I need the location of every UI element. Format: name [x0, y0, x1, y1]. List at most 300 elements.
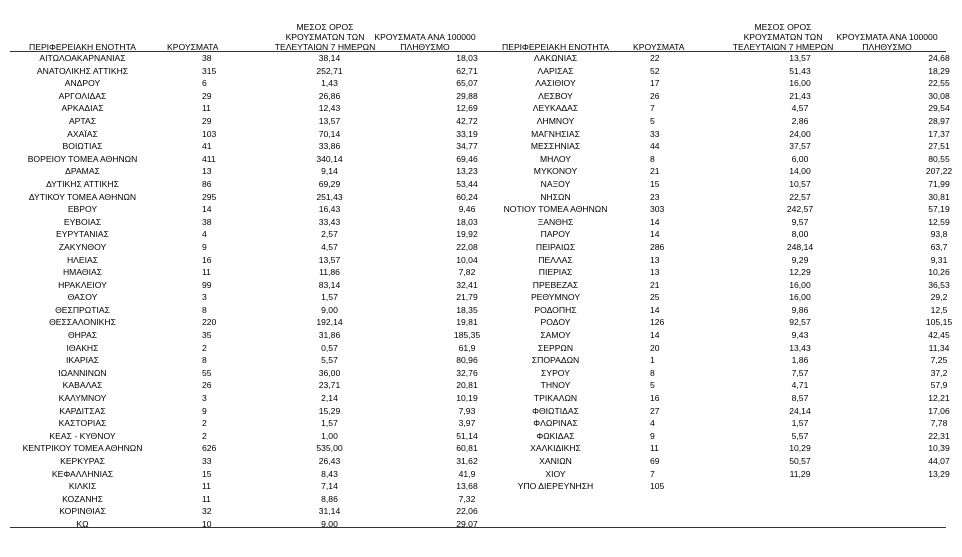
table-row [10, 367, 522, 380]
region-cell: ΦΩΚΙΔΑΣ [536, 430, 575, 441]
per100k-cell: 9,46 [458, 204, 476, 215]
avg7-cell: 5,57 [791, 430, 809, 441]
per100k-cell: 42,45 [928, 330, 950, 341]
cases-cell: 303 [650, 204, 665, 215]
per100k-cell: 11,34 [928, 342, 950, 353]
region-cell: ΝΟΤΙΟΥ ΤΟΜΕΑ ΑΘΗΝΩΝ [503, 204, 608, 215]
cases-cell: 1 [650, 355, 655, 366]
avg7-cell: 1,57 [321, 418, 338, 429]
table-row [10, 140, 522, 153]
region-cell: ΕΥΒΟΙΑΣ [63, 216, 102, 227]
table-row [483, 65, 962, 78]
region-cell: ΗΡΑΚΛΕΙΟΥ [58, 279, 107, 290]
header-per100k-line2: ΠΛΗΘΥΣΜΟ [400, 42, 450, 52]
table-row [483, 254, 962, 267]
region-cell: ΑΡΤΑΣ [68, 115, 97, 126]
cases-cell: 55 [202, 367, 212, 378]
region-cell: ΠΕΛΛΑΣ [538, 254, 573, 265]
table-row [10, 354, 522, 367]
region-cell: ΔΥΤΙΚΗΣ ΑΤΤΙΚΗΣ [46, 178, 119, 189]
cases-cell: 2 [202, 430, 207, 441]
table-row [483, 52, 962, 65]
avg7-cell: 36,00 [318, 367, 341, 378]
cases-cell: 315 [202, 65, 217, 76]
table-row [483, 115, 962, 128]
table-row [483, 367, 962, 380]
region-cell: ΧΑΝΙΩΝ [539, 456, 572, 466]
table-row [483, 128, 962, 141]
per100k-cell: 10,26 [928, 267, 950, 278]
region-cell: ΞΑΝΘΗΣ [537, 216, 574, 227]
per100k-cell: 28,97 [928, 115, 950, 126]
header-avg-line1: ΜΕΣΟΣ ΟΡΟΣ [754, 22, 812, 32]
cases-cell: 286 [650, 241, 665, 252]
cases-cell: 13 [650, 254, 660, 265]
cases-cell: 44 [650, 141, 660, 152]
table-row [483, 191, 962, 204]
avg7-cell: 7,14 [321, 481, 338, 492]
avg7-cell: 10,29 [789, 443, 811, 454]
cases-cell: 626 [202, 443, 217, 454]
avg7-cell: 21,43 [789, 90, 811, 101]
avg7-cell: 11,29 [789, 468, 811, 479]
region-cell: ΦΛΩΡΙΝΑΣ [533, 418, 578, 429]
region-cell: ΛΕΥΚΑΔΑΣ [532, 103, 579, 114]
table-row [10, 430, 522, 443]
per100k-cell: 22,55 [928, 78, 950, 89]
per100k-cell: 29,2 [930, 292, 948, 303]
per100k-cell: 80,55 [928, 153, 950, 164]
table-row [483, 468, 962, 481]
table-row [483, 77, 962, 90]
avg7-cell: 9,00 [321, 518, 338, 529]
avg7-cell: 50,57 [789, 456, 811, 466]
region-cell: ΛΑΚΩΝΙΑΣ [533, 53, 578, 63]
region-cell: ΠΕΙΡΑΙΩΣ [535, 241, 576, 252]
per100k-cell: 65,07 [456, 78, 478, 89]
cases-cell: 7 [650, 103, 655, 114]
per100k-cell: 7,25 [930, 355, 948, 366]
cases-cell: 69 [650, 456, 660, 466]
region-cell: ΙΩΑΝΝΙΝΩΝ [58, 367, 107, 378]
table-row [483, 379, 962, 392]
cases-cell: 14 [650, 216, 660, 227]
per100k-cell: 29,54 [928, 103, 950, 114]
region-cell: ΠΑΡΟΥ [540, 229, 571, 240]
avg7-cell: 22,57 [789, 191, 811, 202]
per100k-cell: 32,41 [456, 279, 478, 290]
avg7-cell: 5,57 [321, 355, 338, 366]
cases-cell: 105 [650, 481, 665, 492]
table-row [483, 392, 962, 405]
region-cell: ΥΠΟ ΔΙΕΡΕΥΝΗΣΗ [517, 481, 594, 492]
avg7-cell: 16,00 [789, 279, 811, 290]
per100k-cell: 71,99 [928, 178, 950, 189]
per100k-cell: 17,06 [928, 405, 950, 416]
cases-cell: 20 [650, 342, 660, 353]
per100k-cell: 13,68 [456, 481, 478, 492]
avg7-cell: 33,86 [318, 141, 341, 152]
per100k-cell: 57,9 [930, 380, 948, 391]
per100k-cell: 53,44 [456, 178, 478, 189]
table-row [10, 165, 522, 178]
per100k-cell: 10,39 [928, 443, 950, 454]
table-row [483, 140, 962, 153]
table-row [483, 354, 962, 367]
avg7-cell: 24,00 [789, 128, 811, 139]
region-cell: ΣΑΜΟΥ [540, 330, 571, 341]
left-header-cases [167, 12, 237, 52]
table-row [10, 102, 522, 115]
table-row [10, 442, 522, 455]
avg7-cell: 13,57 [318, 115, 341, 126]
region-cell: ΣΠΟΡΑΔΩΝ [531, 355, 580, 366]
avg7-cell: 15,29 [318, 405, 341, 416]
cases-cell: 38 [202, 53, 212, 63]
cases-cell: 9 [202, 405, 207, 416]
region-cell: ΑΝΑΤΟΛΙΚΗΣ ΑΤΤΙΚΗΣ [36, 65, 129, 76]
region-cell: ΙΘΑΚΗΣ [66, 342, 99, 353]
region-cell: ΑΡΚΑΔΙΑΣ [61, 103, 104, 114]
per100k-cell: 3,97 [458, 418, 476, 429]
avg7-cell: 24,14 [789, 405, 811, 416]
region-cell: ΝΑΞΟΥ [540, 178, 571, 189]
region-cell: ΒΟΙΩΤΙΑΣ [62, 141, 103, 152]
per100k-cell: 7,32 [458, 493, 476, 504]
cases-cell: 295 [202, 191, 217, 202]
avg7-cell: 9,29 [791, 254, 809, 265]
table-row [10, 455, 522, 468]
avg7-cell: 9,00 [321, 304, 338, 315]
table-row [483, 203, 962, 216]
table-row [483, 266, 962, 279]
table-row [483, 178, 962, 191]
table-row [483, 304, 962, 317]
cases-cell: 13 [650, 267, 660, 278]
region-cell: ΠΙΕΡΙΑΣ [538, 267, 573, 278]
region-cell: ΑΝΔΡΟΥ [64, 78, 101, 89]
region-cell: ΑΧΑΪΑΣ [67, 128, 98, 139]
region-cell: ΕΒΡΟΥ [67, 204, 98, 215]
per100k-cell: 7,78 [930, 418, 948, 429]
cases-cell: 3 [202, 393, 207, 404]
region-cell: ΤΗΝΟΥ [540, 380, 571, 391]
cases-cell: 14 [650, 229, 660, 240]
cases-cell: 16 [650, 393, 660, 404]
cases-cell: 14 [650, 304, 660, 315]
region-cell: ΡΟΔΟΥ [540, 317, 571, 328]
region-cell: ΔΡΑΜΑΣ [65, 166, 100, 177]
avg7-cell: 8,86 [321, 493, 338, 504]
table-row [10, 493, 522, 506]
table-row [10, 505, 522, 518]
per100k-cell: 22,06 [456, 506, 478, 517]
table-row [483, 405, 962, 418]
table-row [10, 417, 522, 430]
cases-cell: 9 [650, 430, 655, 441]
cases-cell: 8 [202, 355, 207, 366]
region-cell: ΚΕΑΣ - ΚΥΘΝΟΥ [49, 430, 116, 441]
table-row [483, 417, 962, 430]
per100k-cell: 10,19 [456, 393, 478, 404]
cases-cell: 11 [202, 103, 211, 114]
avg7-cell: 4,57 [791, 103, 809, 114]
table-row [483, 102, 962, 115]
cases-cell: 11 [202, 493, 211, 504]
cases-cell: 14 [202, 204, 212, 215]
avg7-cell: 7,57 [791, 367, 809, 378]
table-row [483, 430, 962, 443]
avg7-cell: 4,57 [321, 241, 338, 252]
avg7-cell: 37,57 [789, 141, 811, 152]
cases-cell: 32 [202, 506, 212, 517]
table-row [10, 90, 522, 103]
table-row [10, 304, 522, 317]
region-cell: ΦΘΙΩΤΙΔΑΣ [532, 405, 579, 416]
region-cell: ΗΛΕΙΑΣ [66, 254, 99, 265]
cases-cell: 5 [650, 115, 655, 126]
per100k-cell: 18,35 [456, 304, 478, 315]
header-avg-line3: ΤΕΛΕΥΤΑΙΩΝ 7 ΗΜΕΡΩΝ [274, 42, 376, 52]
region-cell: ΚΕΡΚΥΡΑΣ [60, 456, 105, 466]
table-row [10, 77, 522, 90]
avg7-cell: 6,00 [791, 153, 809, 164]
table-row [10, 228, 522, 241]
avg7-cell: 16,00 [789, 78, 811, 89]
header-avg-line1: ΜΕΣΟΣ ΟΡΟΣ [296, 22, 354, 32]
right-header-cases [633, 12, 703, 52]
per100k-cell: 30,08 [928, 90, 950, 101]
region-cell: ΑΙΤΩΛΟΑΚΑΡΝΑΝΙΑΣ [39, 53, 126, 63]
cases-cell: 26 [202, 380, 212, 391]
per100k-cell: 12,5 [930, 304, 948, 315]
avg7-cell: 1,86 [791, 355, 809, 366]
table-row [10, 216, 522, 229]
cases-cell: 2 [202, 342, 207, 353]
per100k-cell: 29,88 [456, 90, 478, 101]
per100k-cell: 37,2 [930, 367, 948, 378]
region-cell: ΣΕΡΡΩΝ [537, 342, 574, 353]
avg7-cell: 2,57 [321, 229, 338, 240]
region-cell: ΗΜΑΘΙΑΣ [62, 267, 103, 278]
header-avg-line2: ΚΡΟΥΣΜΑΤΩΝ ΤΩΝ [743, 32, 823, 42]
table-row [483, 241, 962, 254]
per100k-cell: 22,31 [928, 430, 950, 441]
table-row [10, 342, 522, 355]
region-cell: ΕΥΡΥΤΑΝΙΑΣ [56, 229, 109, 240]
region-cell: ΡΕΘΥΜΝΟΥ [530, 292, 581, 303]
avg7-cell: 2,14 [321, 393, 338, 404]
avg7-cell: 13,43 [789, 342, 811, 353]
table-row [10, 153, 522, 166]
cases-cell: 29 [202, 90, 212, 101]
cases-cell: 11 [202, 481, 211, 492]
table-row [10, 291, 522, 304]
table-row [10, 254, 522, 267]
avg7-cell: 1,57 [791, 418, 809, 429]
table-row [483, 329, 962, 342]
cases-cell: 15 [650, 178, 660, 189]
region-cell: ΧΑΛΚΙΔΙΚΗΣ [530, 443, 581, 454]
right-column [483, 52, 962, 493]
region-cell: ΘΑΣΟΥ [67, 292, 98, 303]
cases-cell: 220 [202, 317, 217, 328]
table-row [10, 468, 522, 481]
table-row [10, 115, 522, 128]
cases-cell: 17 [650, 78, 660, 89]
avg7-cell: 14,00 [789, 166, 811, 177]
table-row [10, 178, 522, 191]
avg7-cell: 12,43 [318, 103, 341, 114]
avg7-cell: 12,29 [789, 267, 811, 278]
avg7-cell: 31,14 [318, 506, 341, 517]
region-cell: ΚΕΝΤΡΙΚΟΥ ΤΟΜΕΑ ΑΘΗΝΩΝ [22, 443, 143, 454]
table-row [10, 279, 522, 292]
cases-cell: 4 [650, 418, 655, 429]
left-header-avg7 [270, 12, 380, 52]
avg7-cell: 1,43 [321, 78, 338, 89]
per100k-cell: 61,9 [458, 342, 476, 353]
header-avg-line3: ΤΕΛΕΥΤΑΙΩΝ 7 ΗΜΕΡΩΝ [732, 42, 834, 52]
region-cell: ΧΙΟΥ [545, 468, 566, 479]
region-cell: ΜΥΚΟΝΟΥ [533, 166, 578, 177]
table-row [483, 480, 962, 493]
table-row [483, 228, 962, 241]
avg7-cell: 8,57 [791, 393, 809, 404]
avg7-cell: 9,57 [791, 216, 809, 227]
region-cell: ΘΕΣΠΡΩΤΙΑΣ [55, 304, 110, 315]
avg7-cell: 83,14 [318, 279, 341, 290]
avg7-cell: 16,00 [789, 292, 811, 303]
cases-cell: 2 [202, 418, 207, 429]
table-row [10, 316, 522, 329]
avg7-cell: 92,57 [789, 317, 811, 328]
region-cell: ΛΕΣΒΟΥ [538, 90, 573, 101]
per100k-cell: 185,35 [453, 330, 481, 341]
cases-cell: 29 [202, 115, 212, 126]
per100k-cell: 19,92 [456, 229, 478, 240]
table-row [10, 405, 522, 418]
per100k-cell: 19,81 [456, 317, 478, 328]
avg7-cell: 26,86 [318, 90, 341, 101]
table-row [10, 203, 522, 216]
table-row [483, 153, 962, 166]
region-cell: ΑΡΓΟΛΙΔΑΣ [58, 90, 107, 101]
cases-cell: 11 [202, 267, 211, 278]
avg7-cell: 252,71 [316, 65, 343, 76]
per100k-cell: 12,69 [456, 103, 478, 114]
region-cell: ΚΩ [76, 518, 89, 529]
per100k-cell: 93,8 [930, 229, 948, 240]
cases-cell: 103 [202, 128, 217, 139]
table-row [483, 279, 962, 292]
avg7-cell: 33,43 [318, 216, 341, 227]
region-cell: ΜΑΓΝΗΣΙΑΣ [531, 128, 580, 139]
table-row [483, 90, 962, 103]
table-row [10, 266, 522, 279]
per100k-cell: 22,08 [456, 241, 478, 252]
cases-cell: 3 [202, 292, 207, 303]
region-cell: ΖΑΚΥΝΘΟΥ [58, 241, 107, 252]
per100k-cell: 60,24 [456, 191, 478, 202]
per100k-cell: 33,19 [456, 128, 478, 139]
region-cell: ΚΑΡΔΙΤΣΑΣ [59, 405, 106, 416]
header-avg-line2: ΚΡΟΥΣΜΑΤΩΝ ΤΩΝ [285, 32, 365, 42]
table-row [10, 128, 522, 141]
avg7-cell: 0,57 [321, 342, 338, 353]
per100k-cell: 18,03 [456, 53, 478, 63]
avg7-cell: 8,43 [321, 468, 338, 479]
region-cell: ΒΟΡΕΙΟΥ ΤΟΜΕΑ ΑΘΗΝΩΝ [27, 153, 138, 164]
region-cell: ΚΑΣΤΟΡΙΑΣ [58, 418, 107, 429]
per100k-cell: 44,07 [928, 456, 950, 466]
header-region-label: ΠΕΡΙΦΕΡΕΙΑΚΗ ΕΝΟΤΗΤΑ [502, 42, 609, 52]
per100k-cell: 18,29 [928, 65, 950, 76]
cases-cell: 99 [202, 279, 212, 290]
per100k-cell: 27,51 [928, 141, 950, 152]
per100k-cell: 24,68 [928, 53, 950, 63]
per100k-cell: 18,03 [456, 216, 478, 227]
cases-cell: 33 [202, 456, 212, 466]
table-row [10, 379, 522, 392]
region-cell: ΚΟΖΑΝΗΣ [62, 493, 103, 504]
avg7-cell: 10,57 [789, 178, 811, 189]
avg7-cell: 51,43 [789, 65, 811, 76]
cases-cell: 22 [650, 53, 660, 63]
avg7-cell: 13,57 [318, 254, 341, 265]
table-row [10, 329, 522, 342]
per100k-cell: 60,81 [456, 443, 478, 454]
table-row [10, 241, 522, 254]
avg7-cell: 9,86 [791, 304, 809, 315]
per100k-cell: 20,81 [456, 380, 478, 391]
avg7-cell: 192,14 [316, 317, 343, 328]
cases-cell: 23 [650, 191, 660, 202]
avg7-cell: 248,14 [786, 241, 814, 252]
per100k-cell: 41,9 [458, 468, 476, 479]
cases-cell: 7 [650, 468, 655, 479]
avg7-cell: 38,14 [318, 53, 341, 63]
cases-cell: 86 [202, 178, 212, 189]
per100k-cell: 69,46 [456, 153, 478, 164]
per100k-cell: 36,53 [928, 279, 950, 290]
cases-cell: 4 [202, 229, 207, 240]
avg7-cell: 69,29 [318, 178, 341, 189]
region-cell: ΤΡΙΚΑΛΩΝ [533, 393, 578, 404]
left-column [10, 52, 522, 531]
avg7-cell: 1,00 [321, 430, 338, 441]
region-cell: ΣΥΡΟΥ [541, 367, 570, 378]
per100k-cell: 57,19 [928, 204, 950, 215]
region-cell: ΚΙΛΚΙΣ [68, 481, 97, 492]
avg7-cell: 242,57 [786, 204, 814, 215]
header-cases-label: ΚΡΟΥΣΜΑΤΑ [633, 42, 685, 52]
per100k-cell: 29,07 [456, 518, 478, 529]
avg7-cell: 1,57 [321, 292, 338, 303]
region-cell: ΙΚΑΡΙΑΣ [65, 355, 99, 366]
cases-cell: 35 [202, 330, 212, 341]
header-per100k-line1: ΚΡΟΥΣΜΑΤΑ ΑΝΑ 100000 [374, 32, 476, 42]
per100k-cell: 105,15 [925, 317, 953, 328]
per100k-cell: 32,76 [456, 367, 478, 378]
avg7-cell: 8,00 [791, 229, 809, 240]
header-region-label: ΠΕΡΙΦΕΡΕΙΑΚΗ ΕΝΟΤΗΤΑ [29, 42, 136, 52]
cases-cell: 9 [202, 241, 207, 252]
table-row [483, 165, 962, 178]
table-row [10, 392, 522, 405]
left-header-region [10, 12, 155, 52]
per100k-cell: 63,7 [930, 241, 948, 252]
